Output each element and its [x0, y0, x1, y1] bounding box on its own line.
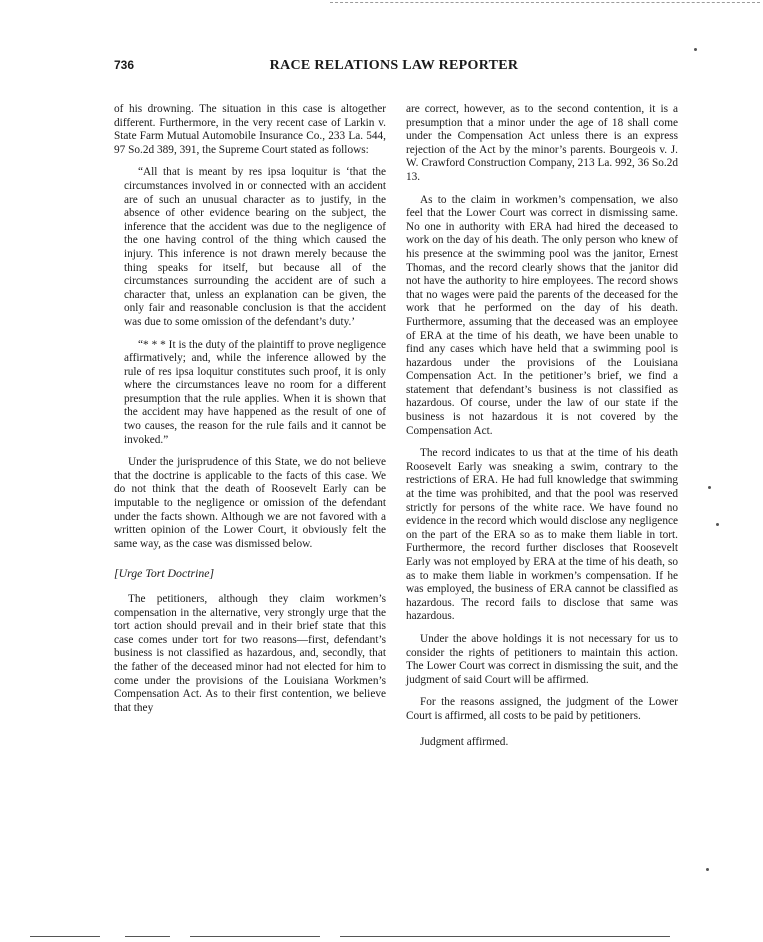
scan-speck	[716, 523, 719, 526]
judgment-line: Judgment affirmed.	[420, 735, 509, 748]
page-number: 736	[114, 58, 135, 72]
block-quote: “All that is meant by res ipsa loquitur is ‘that the circumstances involved in or connected with an accident are of such an unusual character as to justify, in the absence of other evidence bearing on the subject, the inference that the accident was due to the negligence of the one having control of the thing which caused the injury. This inference is not drawn merely because the thing speaks for itself, but because all of the circumstances surrounding the accident are of such a character that, unless an explanation can be given, the only fair and reasonable conclusion is that the accident was due to some omission of the defendant’s duty.’	[124, 166, 386, 328]
top-edge-rule	[330, 2, 760, 3]
block-quote: “* * * It is the duty of the plaintiff to prove negligence affirmatively; and, while the inference allowed by the rule of res ipsa loquitur constitutes such proof, it is only where the circumstances leave no room for a different presumption that the rule applies. When it is shown that the accident may have happened as the result of one of two causes, the reason for the rule fails and it cannot be invoked.”	[124, 338, 386, 446]
paragraph: The record indicates to us that at the time of his death Roosevelt Early was sneaking a swim, contrary to the restrictions of ERA. He had full knowledge that swimming at the time was prohibited, and that the pool was reserved strictly for persons of the white race. We have found no evidence in the record which would disclose any negligence on the part of the ERA so as to make them liable in tort. Furthermore, the record further discloses that Roosevelt Early was not employed by ERA at the time of his death, so as to make them liable in workmen’s compensation. If he was employed, the business of ERA cannot be classified as hazardous. The record fails to disclose that same was hazardous.	[406, 447, 678, 623]
bottom-edge-rule	[340, 936, 670, 937]
paragraph: For the reasons assigned, the judgment of the Lower Court is affirmed, all costs to be paid by petitioners.	[406, 696, 678, 722]
bottom-edge-rule	[190, 936, 320, 937]
paragraph: of his drowning. The situation in this case is altogether different. Furthermore, in the very recent case of Larkin v. State Farm Mutual Automobile Insurance Co., 233 La. 544, 97 So.2d 389, 391, the Supreme Court stated as follows:	[114, 103, 386, 156]
scan-speck	[708, 486, 711, 489]
right-column	[406, 103, 678, 758]
paragraph: Under the jurisprudence of this State, we do not believe that the doctrine is applicable to the facts of this case. We do not think that the death of Roosevelt Early can be imputable to the negligence or omission of the defendant under the facts shown. Although we are not favored with a written opinion of the Lower Court, it obviously felt the same way, as the case was dismissed below.	[114, 456, 386, 550]
left-column	[114, 103, 386, 724]
paragraph: The petitioners, although they claim workmen’s compensation in the alternative, very strongly urge that the tort action should prevail and in their brief state that this case comes under tort for two reasons—first, defendant’s business is not classified as hazardous, and, secondly, that the father of the deceased minor had not elected for him to come under the provisions of the Louisiana Workmen’s Compensation Act. As to their first contention, we believe that they	[114, 593, 386, 714]
paragraph: As to the claim in workmen’s compensation, we also feel that the Lower Court was correct in dismissing same. No one in authority with ERA had hired the deceased to work on the day of his death. The only person who knew of his presence at the swimming pool was the janitor, Ernest Thomas, and the record clearly shows that the janitor did not have the authority to hire employees. The record shows that no wages were paid the parents of the deceased for the work that he performed on the day of his death. Furthermore, assuming that the deceased was an employee of ERA at the time of his death, we have been unable to find any cases which have held that a swimming pool is hazardous under the provisions of the Louisiana Compensation Act. In the petitioner’s brief, we find a statement that defendant’s business is not classified as hazardous. Of course, under the law of our state if the business is not hazardous it is not covered by the Compensation Act.	[406, 193, 678, 437]
bottom-edge-rule	[30, 936, 100, 937]
section-heading: [Urge Tort Doctrine]	[114, 566, 215, 581]
running-head: RACE RELATIONS LAW REPORTER	[269, 58, 519, 73]
bottom-edge-rule	[125, 936, 170, 937]
paragraph: are correct, however, as to the second contention, it is a presumption that a minor under the age of 18 shall come under the Compensation Act unless there is an express rejection of the Act by the minor’s parents. Bourgeois v. J. W. Crawford Construction Company, 213 La. 992, 36 So.2d 13.	[406, 103, 678, 183]
page-header	[114, 58, 704, 78]
scan-speck	[694, 48, 697, 51]
scan-speck	[706, 868, 709, 871]
paragraph: Under the above holdings it is not necessary for us to consider the rights of petitioners to maintain this action. The Lower Court was correct in dismissing the suit, and the judgment of said Court will be affirmed.	[406, 632, 678, 686]
